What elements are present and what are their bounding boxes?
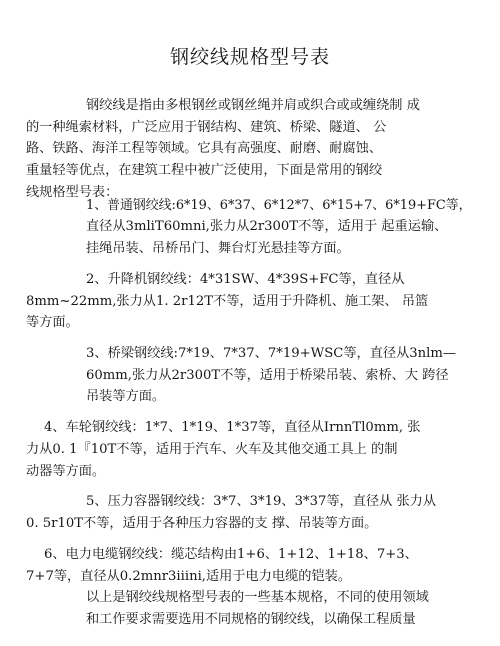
paragraph-line: 7+7等，直径从0.2mnr3iiini,适用于电力电缆的铠装。 (26, 568, 352, 584)
paragraph-line: 路、铁路、海洋工程等领域。它具有高强度、耐磨、耐腐蚀、 (26, 141, 383, 157)
paragraph-line: 以上是钢绞线规格型号表的一些基本规格，不同的使用领域 (86, 590, 429, 606)
paragraph-line: 线规格型号表： (26, 184, 119, 200)
paragraph-line: 直径从3mliT60mni,张力从2r300T不等，适用于 起重运输、 (86, 219, 448, 235)
paragraph-line: 3、桥梁钢绞线:7*19、7*37、7*19+WSC等，直径从3nlm— (86, 346, 457, 361)
paragraph-line: 钢绞线是指由多根钢丝或钢丝绳并肩或织合或或缠绕制 成 (86, 98, 420, 113)
paragraph-line: 60mm,张力从2r300T不等，适用于桥梁吊装、索桥、大 跨径 (86, 367, 449, 383)
paragraph-line: 等方面。 (26, 315, 79, 331)
paragraph-line: 挂绳吊装、吊桥吊门、舞台灯光悬挂等方面。 (86, 241, 350, 256)
paragraph-line: 2、升降机钢绞线：4*31SW、4*39S+FC等，直径从 (86, 271, 405, 287)
paragraph-line: 1、普通钢绞线:6*19、6*37、6*12*7、6*15+7、6*19+FC等， (86, 197, 472, 213)
paragraph-line: 8mm~22mm,张力从1. 2r12T不等，适用于升降机、施工架、 吊篮 (26, 293, 429, 309)
document-title: 钢绞线规格型号表 (169, 46, 330, 68)
paragraph-line: 力从0. 1『10T不等，适用于汽车、火车及其他交通工具上 的制 (26, 441, 398, 457)
paragraph-line: 重量轻等优点，在建筑工程中被广泛使用，下面是常用的钢绞 (26, 163, 383, 179)
paragraph-line: 动器等方面。 (26, 463, 106, 479)
paragraph-line: 的一种绳索材料，广泛应用于钢结构、建筑、桥梁、隧道、 公 (26, 119, 387, 135)
paragraph-line: 5、压力容器钢绞线：3*7、3*19、3*37等，直径从 张力从 (86, 494, 437, 510)
paragraph-line: 0. 5r10T不等，适用于各种压力容器的支 撑、吊装等方面。 (26, 516, 378, 532)
paragraph-line: 和工作要求需要选用不同规格的钢绞线，以确保工程质量 (86, 612, 416, 627)
paragraph-line: 吊装等方面。 (86, 389, 166, 405)
paragraph-line: 6、电力电缆钢绞线：缆芯结构由1+6、1+12、1+18、7+3、 (44, 546, 418, 562)
paragraph-line: 4、车轮钢绞线：1*7、1*19、1*37等，直径从IrnnTl0mm, 张 (44, 420, 421, 436)
